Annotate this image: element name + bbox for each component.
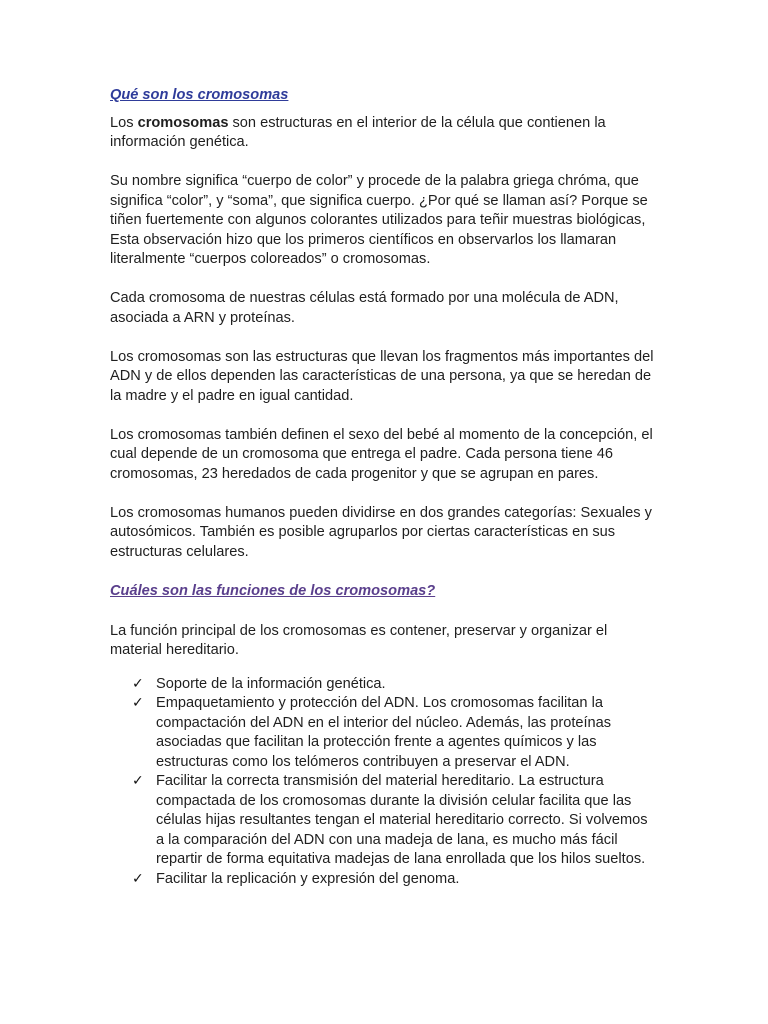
paragraph-composition: Cada cromosoma de nuestras células está formado por una molécula de ADN, asociada a ARN y proteínas. — [110, 290, 619, 326]
intro-suffix: son estructuras en el interior de la célula que contienen la información genética. — [110, 114, 606, 150]
heading-what-are-chromosomes: Qué son los cromosomas — [110, 87, 289, 103]
list-item-text: Facilitar la correcta transmisión del material hereditario. La estructura compactada de los cromosomas durante la división celular facilita que las células hijas resultantes tengan el material hereditario correcto. Si volvemos a la comparación del ADN con una madeja de lana, es mucho más fácil repartir de forma equitativa madejas de lana enrollada que los hilos sueltos. — [156, 773, 648, 867]
paragraph-dna-fragments: Los cromosomas son las estructuras que llevan los fragmentos más importantes del ADN y de ellos dependen las características de una persona, ya que se heredan de la madre y el padre en igual cantidad. — [110, 348, 654, 404]
checkmark-icon: ✓ — [132, 695, 144, 711]
paragraph-categories: Los cromosomas humanos pueden dividirse en dos grandes categorías: Sexuales y autosómicos. También es posible agruparlos por ciertas características en sus estructuras celulares. — [110, 504, 652, 560]
checkmark-icon: ✓ — [132, 773, 144, 789]
paragraph-sex-determination: Los cromosomas también definen el sexo del bebé al momento de la concepción, el cual depende de un cromosoma que entrega el padre. Cada persona tiene 46 cromosomas, 23 heredados de cada progenitor y que se agrupan en pares. — [110, 426, 653, 482]
list-item — [132, 675, 658, 695]
list-item-text: Facilitar la replicación y expresión del genoma. — [156, 870, 460, 887]
list-item — [132, 772, 658, 870]
checkmark-icon: ✓ — [132, 675, 144, 692]
list-item-text: Soporte de la información genética. — [156, 675, 386, 692]
document-body — [110, 86, 658, 889]
intro-paragraph — [110, 114, 658, 153]
functions-checklist — [110, 675, 658, 890]
heading-functions: Cuáles son las funciones de los cromosomas? — [110, 583, 436, 599]
checkmark-icon: ✓ — [132, 870, 144, 887]
intro-prefix: Los — [110, 114, 138, 131]
list-item-text: Empaquetamiento y protección del ADN. Los cromosomas facilitan la compactación del ADN en el interior del núcleo. Además, las proteínas asociadas que facilitan la protección frente a agentes químicos y las estructuras como los telómeros contribuyen a preservar el ADN. — [156, 695, 612, 770]
list-item — [132, 694, 658, 772]
intro-bold-term: cromosomas — [137, 114, 229, 131]
functions-intro-paragraph: La función principal de los cromosomas es contener, preservar y organizar el material hereditario. — [110, 622, 608, 658]
paragraph-name-origin: Su nombre significa “cuerpo de color” y procede de la palabra griega chróma, que significa “color”, y “soma”, que significa cuerpo. ¿Por qué se llaman así? Porque se tiñen fuertemente con algunos colorantes utilizados para teñir muestras biológicas, Esta observación hizo que los primeros científicos en observarlos los llamaran literalmente “cuerpos coloreados” o cromosomas. — [110, 173, 648, 267]
list-item — [132, 870, 658, 890]
